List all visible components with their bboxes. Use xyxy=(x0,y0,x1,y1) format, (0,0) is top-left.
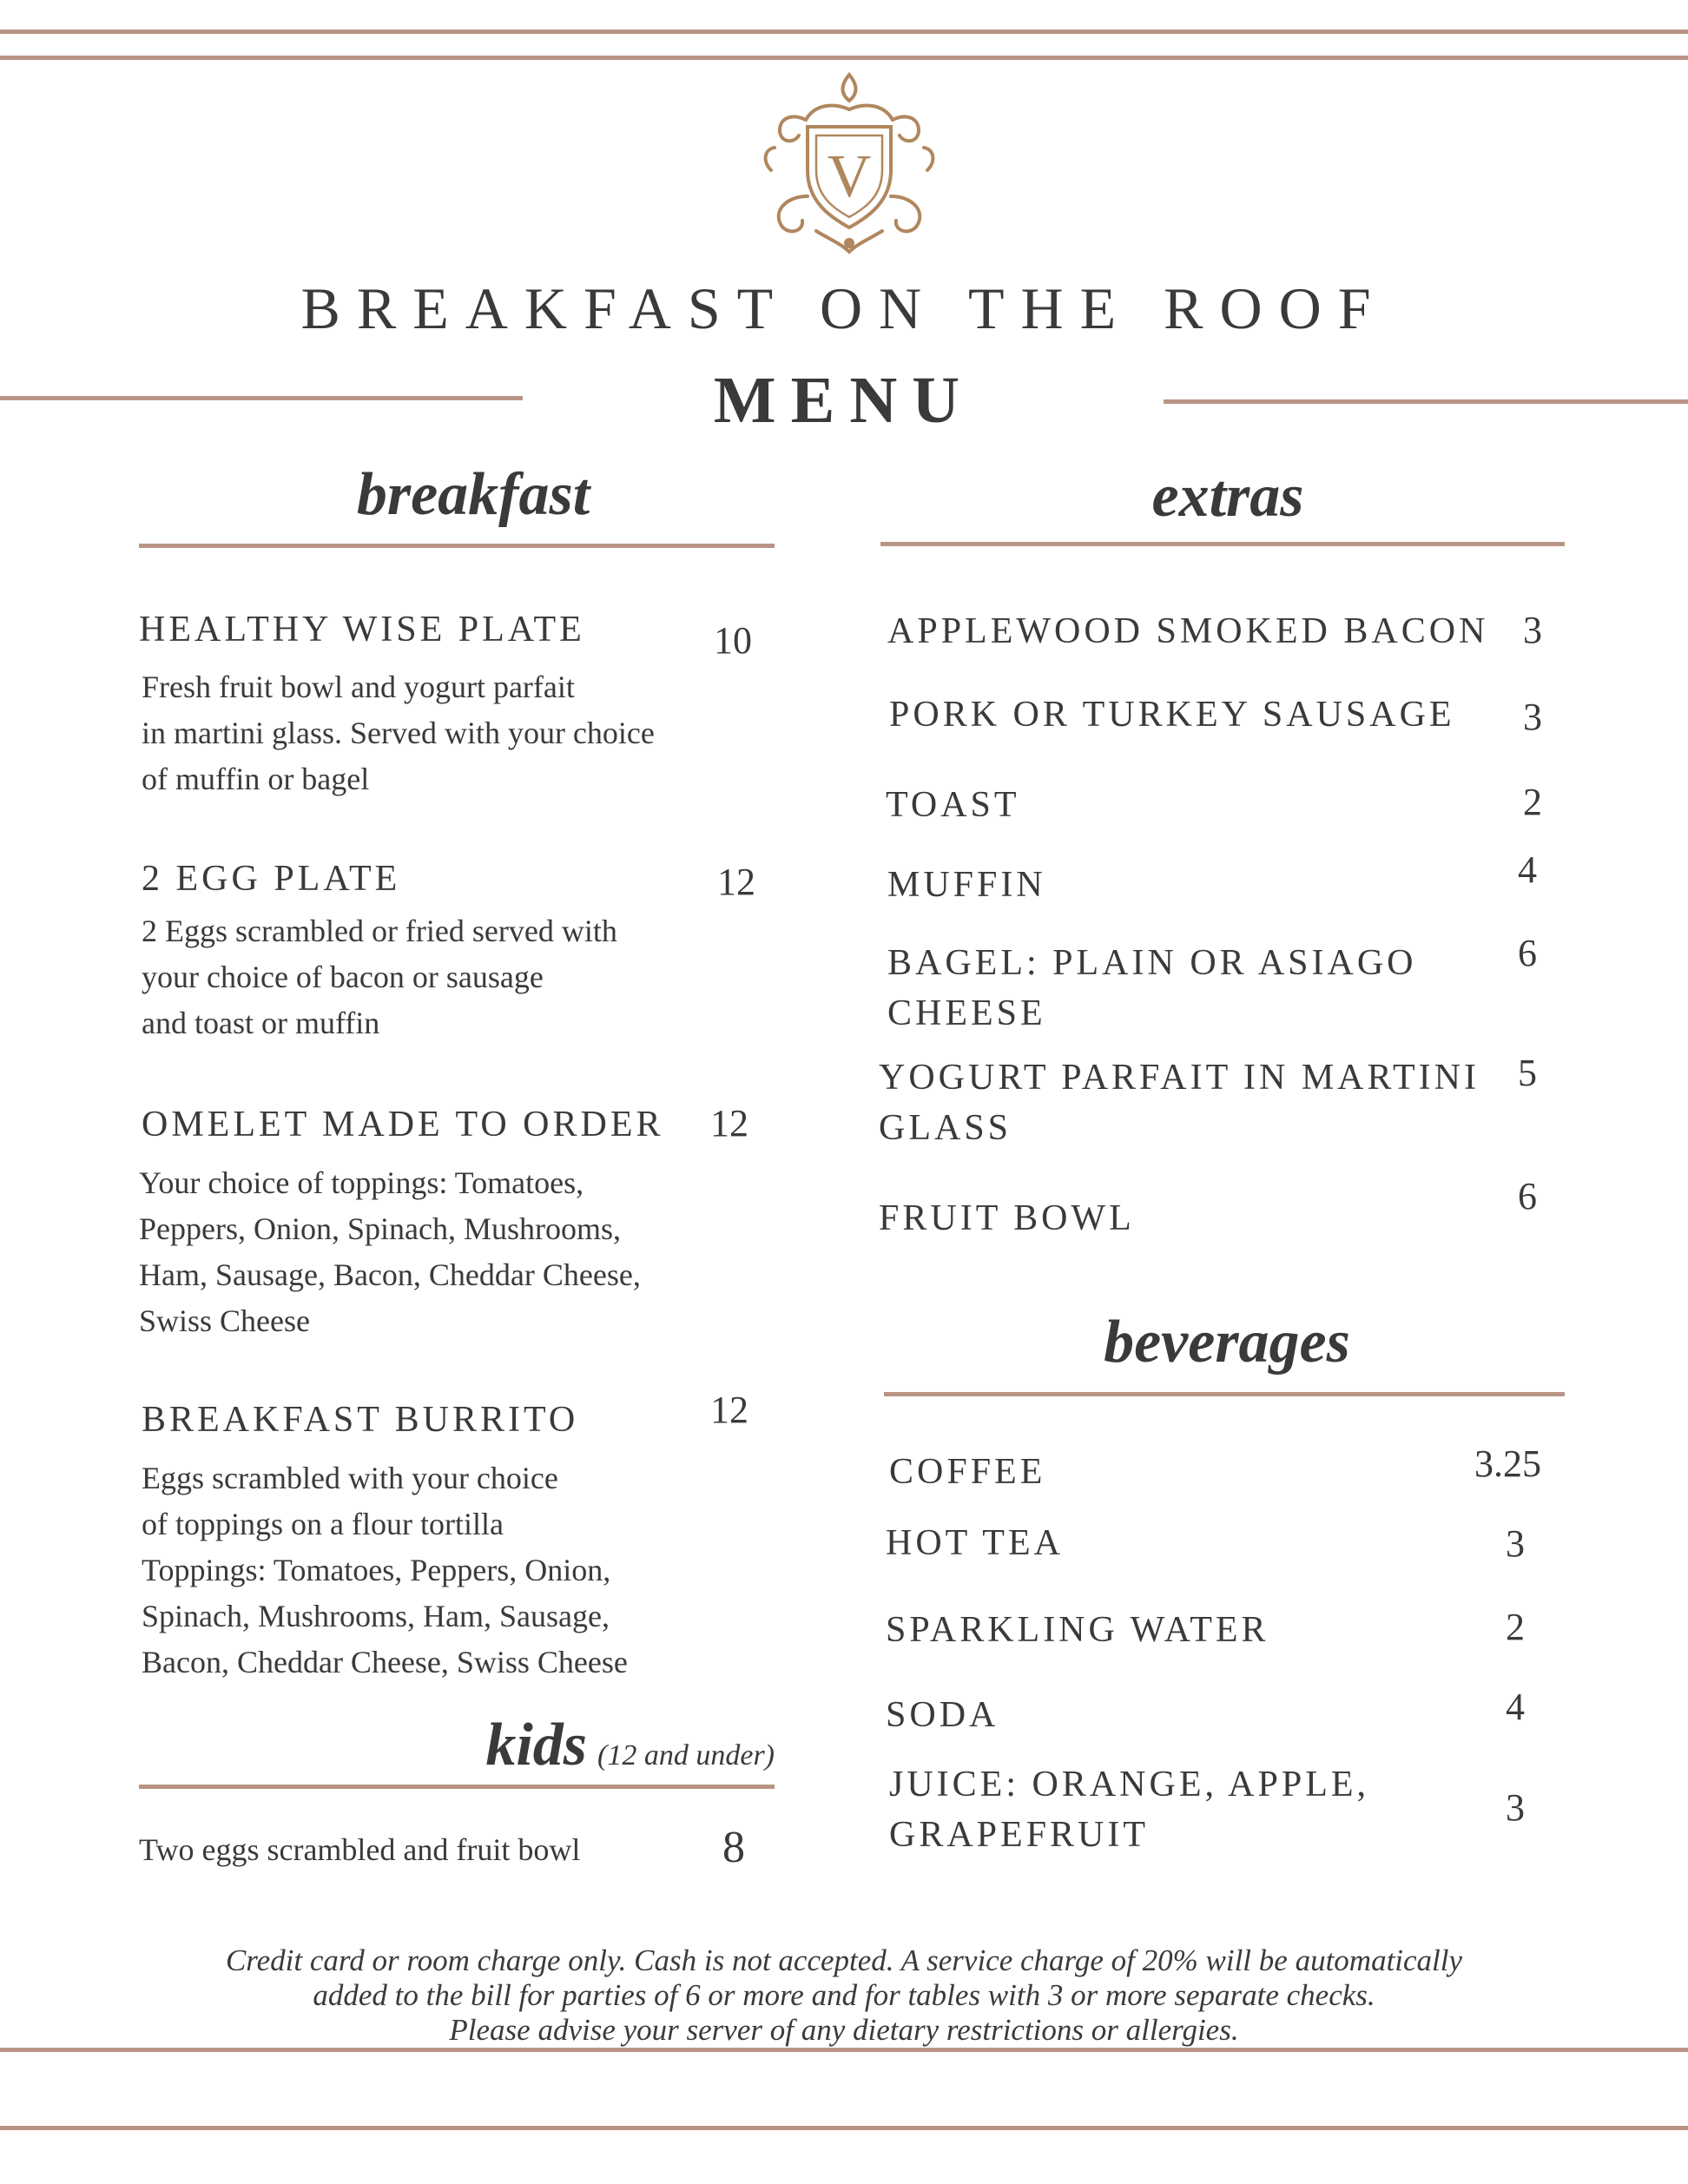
kids-heading xyxy=(139,1711,775,1780)
extra-item-name: YOGURT PARFAIT IN MARTINI GLASS xyxy=(879,1058,1480,1148)
extra-item-name: APPLEWOOD SMOKED BACON xyxy=(887,611,1489,651)
extras-heading: extras xyxy=(1151,463,1304,530)
footer-note: Credit card or room charge only. Cash is not accepted. A service charge of 20% will be automatically added to the bill for parties of 6 or more and for tables with 3 or more separate checks. Please advise your server of any dietary restrictions or allergies. xyxy=(225,1943,1463,2047)
beverage-item-name: SODA xyxy=(886,1695,999,1735)
menu-item-name: OMELET MADE TO ORDER xyxy=(142,1105,664,1145)
extra-item-price: 3 xyxy=(1523,609,1542,651)
extra-item-price: 6 xyxy=(1518,1175,1537,1217)
beverages-rule xyxy=(884,1392,1565,1396)
menu-item-description: 2 Eggs scrambled or fried served with your choice of bacon or sausage and toast or muffin xyxy=(142,914,617,1040)
menu-item-price: 12 xyxy=(710,1102,748,1145)
beverages-heading: beverages xyxy=(1104,1309,1350,1376)
beverage-item-price: 4 xyxy=(1506,1686,1525,1728)
top-rule-2 xyxy=(0,56,1688,60)
beverage-item-name: HOT TEA xyxy=(886,1523,1064,1563)
extra-item-price: 6 xyxy=(1518,932,1537,974)
breakfast-rule xyxy=(139,544,775,548)
logo-letter: V xyxy=(827,143,872,210)
extra-item-price: 3 xyxy=(1523,696,1542,738)
extra-item-name: MUFFIN xyxy=(887,865,1046,905)
beverage-item-price: 3 xyxy=(1506,1522,1525,1565)
menu-item-description: Eggs scrambled with your choice of toppings on a flour tortilla Toppings: Tomatoes, Peppers, Onion, Spinach, Mushrooms, Ham, Sausage, Bacon, Cheddar Cheese, Swiss Cheese xyxy=(142,1461,628,1679)
kids-age-note: (12 and under) xyxy=(597,1739,775,1772)
beverage-item-name: SPARKLING WATER xyxy=(886,1610,1269,1650)
menu-item-name: HEALTHY WISE PLATE xyxy=(139,610,585,650)
menu-item-name: BREAKFAST BURRITO xyxy=(142,1400,579,1440)
menu-item-price: 12 xyxy=(710,1389,748,1431)
beverage-item-price: 3.25 xyxy=(1474,1442,1541,1485)
kids-rule xyxy=(139,1785,775,1789)
menu-item-price: 12 xyxy=(717,861,755,903)
menu-item-price: 10 xyxy=(714,619,752,662)
beverage-item-price: 2 xyxy=(1506,1606,1525,1648)
extra-item-name: BAGEL: PLAIN OR ASIAGO CHEESE xyxy=(887,943,1417,1033)
kids-heading-text: kids xyxy=(485,1712,588,1778)
page-subtitle: MENU xyxy=(713,364,975,437)
beverage-item-price: 3 xyxy=(1506,1786,1525,1829)
breakfast-heading: breakfast xyxy=(356,461,590,528)
kids-item-price: 8 xyxy=(722,1823,745,1872)
extra-item-name: FRUIT BOWL xyxy=(879,1198,1135,1238)
beverage-item-name: COFFEE xyxy=(889,1452,1046,1492)
kids-item-description: Two eggs scrambled and fruit bowl xyxy=(139,1832,581,1867)
extra-item-price: 5 xyxy=(1518,1052,1537,1094)
crest-logo xyxy=(754,66,945,261)
beverage-item-name: JUICE: ORANGE, APPLE, GRAPEFRUIT xyxy=(889,1765,1370,1855)
top-rule-1 xyxy=(0,30,1688,34)
menu-item-description: Your choice of toppings: Tomatoes, Peppers, Onion, Spinach, Mushrooms, Ham, Sausage, Bacon, Cheddar Cheese, Swiss Cheese xyxy=(139,1165,641,1338)
menu-item-name: 2 EGG PLATE xyxy=(142,859,401,899)
extra-item-name: PORK OR TURKEY SAUSAGE xyxy=(889,695,1455,735)
page-title: BREAKFAST ON THE ROOF xyxy=(300,275,1388,341)
bottom-rule-1 xyxy=(0,2048,1688,2052)
extra-item-name: TOAST xyxy=(886,785,1020,825)
extras-rule xyxy=(880,542,1565,546)
bottom-rule-2 xyxy=(0,2126,1688,2130)
menu-item-description: Fresh fruit bowl and yogurt parfait in martini glass. Served with your choice of muffin or bagel xyxy=(142,670,655,796)
menu-rule-right xyxy=(1164,399,1688,404)
extra-item-price: 4 xyxy=(1518,848,1537,891)
extra-item-price: 2 xyxy=(1523,781,1542,823)
